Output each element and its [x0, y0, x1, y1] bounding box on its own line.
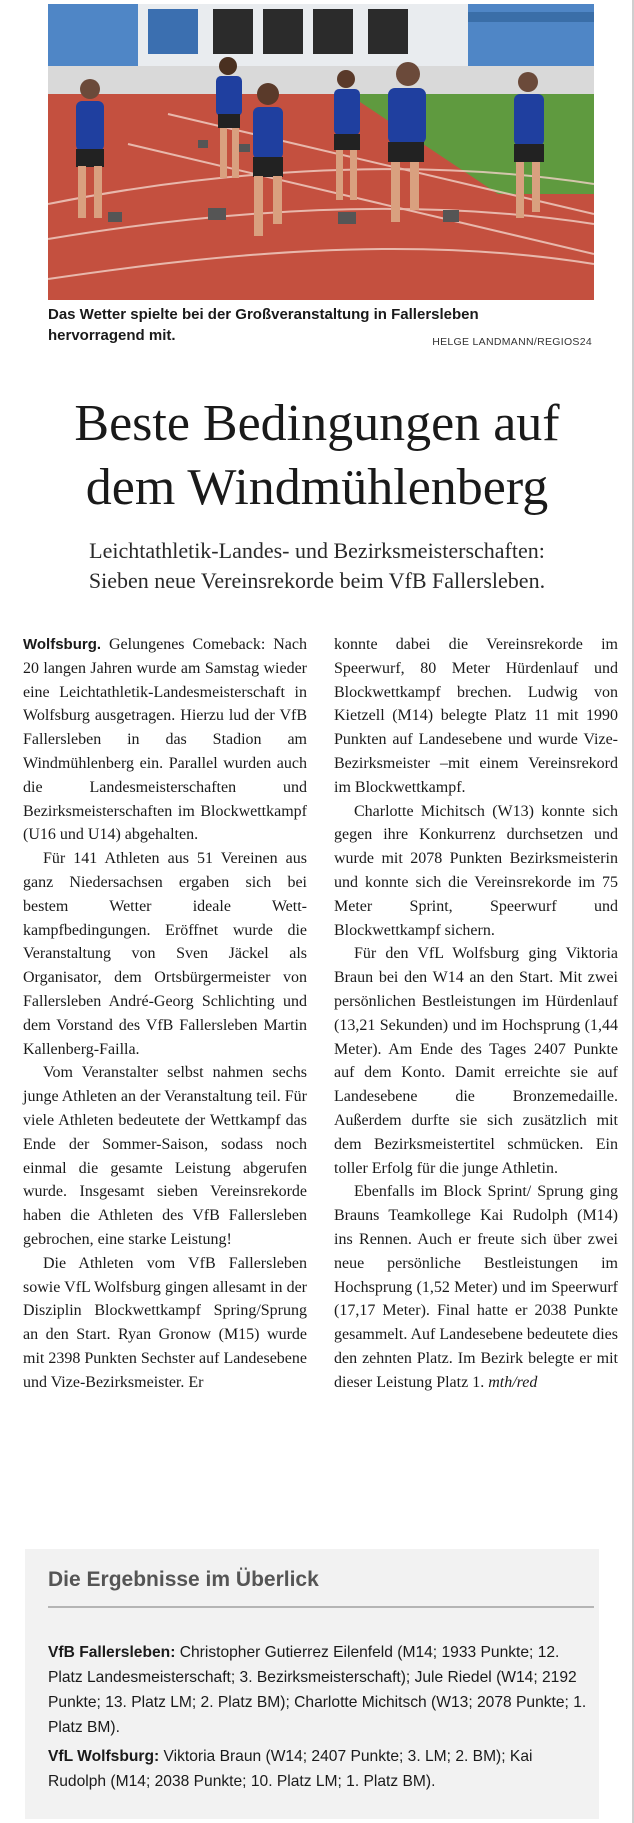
- author-signature: mth/red: [488, 1373, 538, 1391]
- headline: [10, 392, 624, 520]
- article-paragraph: [23, 633, 307, 847]
- result-club: VfB Fallersleben:: [48, 1644, 176, 1661]
- headline-line-1: Beste Bedingungen auf: [74, 395, 560, 452]
- subheadline: [10, 536, 624, 596]
- article-column-left: [23, 633, 307, 1395]
- article-photo: [48, 4, 594, 300]
- article-paragraph: [334, 1180, 618, 1394]
- article-column-right: [334, 633, 618, 1395]
- photo-credit: HELGE LANDMANN/REGIOS24: [432, 336, 592, 348]
- article-paragraph: Für 141 Athleten aus 51 Vereinen aus ganz Niedersachsen ergaben sich bei bestem Wetter ideale Wettkampfbedingungen. Eröffnet wurde die Veranstaltung von Sven Jäckel als Organisator, dem Ortsbürgermeister von Fallersleben André-Georg Schlichting und dem Vorstand des VfB Fallersleben Martin Kallenberg-Failla.: [23, 850, 307, 1058]
- article-paragraph: Vom Veranstalter selbst nahmen sechs junge Athleten an der Veranstaltung teil. Für viele Athleten bedeutete der Wettkampf das Ende der Sommer-Saison, sodass noch einmal die gesamte Leistung abgerufen wurde. Insgesamt sieben Vereinsrekorde haben die Athleten des VfB Fallersleben gebrochen, eine starke Leistung!: [23, 1064, 307, 1248]
- results-title: Die Ergebnisse im Überlick: [48, 1568, 319, 1591]
- paragraph-text: Gelungenes Comeback: Nach 20 langen Jahren wurde am Samstag wieder eine Leichtathletik-Landesmeisterschaft in Wolfsburg ausgetragen. Hierzu lud der VfB Fallersleben in das Stadion am Windmühlenberg ein. Parallel wurden auch die Landesmeisterschaften und Bezirksmeisterschaften im Blockwettkampf (U16 und U14) abgehalten.: [23, 636, 308, 844]
- article-paragraph: Die Athleten vom VfB Fallersleben sowie VfL Wolfsburg gingen allesamt in der Disziplin Blockwettkampf Spring/Sprung an den Start. Ryan Gronow (M15) wurde mit 2398 Punkten Sechster auf Landesebene und Vize-Bezirksmeister. Er: [23, 1254, 307, 1391]
- photo-illustration: [48, 4, 594, 300]
- result-entry: [48, 1744, 594, 1794]
- results-divider: [48, 1606, 594, 1608]
- article-paragraph: konnte dabei die Vereinsrekorde im Speerwurf, 80 Meter Hürdenlauf und Blockwettkampf brechen. Ludwig von Kietzell (M14) belegte Platz 11 mit 1990 Punkten auf Landesebene und wurde Vize-Bezirksmeister –mit einem Vereinsrekord im Blockwettkampf.: [334, 636, 618, 796]
- article-paragraph: Charlotte Michitsch (W13) konnte sich gegen ihre Konkurrenz durchsetzen und wurde mit 2078 Punkten Bezirksmeisterin und konnte sich die Vereinsrekorde im 75 Meter Sprint, Speerwurf und Blockwettkampf sichern.: [334, 802, 618, 939]
- article-paragraph: Für den VfL Wolfsburg ging Viktoria Braun bei den W14 an den Start. Mit zwei persönlichen Bestleistungen im Hürdenlauf (13,21 Sekunden) und im Hochsprung (1,44 Meter). Am Ende des Tages 2407 Punkte auf dem Konto. Damit erreichte sie auf Landesebene die Bronzemedaille. Außerdem durfte sie sich zusätzlich mit dem Bezirksmeistertitel schmücken. Ein toller Erfolg für die junge Athletin.: [334, 945, 618, 1177]
- result-entry: [48, 1640, 594, 1740]
- caption-line-1: Das Wetter spielte bei der Großveranstaltung in Fallersleben: [48, 306, 479, 323]
- headline-line-2: dem Windmühlenberg: [85, 459, 549, 516]
- subhead-line-2: Sieben neue Vereinsrekorde beim VfB Fallersleben.: [88, 568, 546, 593]
- subhead-line-1: Leichtathletik-Landes- und Bezirksmeisterschaften:: [89, 538, 545, 563]
- caption-line-2: hervorragend mit.: [48, 327, 176, 344]
- paragraph-text: Ebenfalls im Block Sprint/ Sprung ging Brauns Teamkollege Kai Rudolph (M14) ins Rennen. Auch er freute sich über zwei neue persönliche Bestleistungen im Hochsprung (1,52 Meter) und im Speerwurf (17,17 Meter). Final hatte er 2038 Punkte gesammelt. Auf Landesebene bedeutete dies den zehnten Platz. Im Bezirk belegte er mit dieser Leistung Platz 1.: [334, 1183, 618, 1391]
- result-text: Viktoria Braun (W14; 2407 Punkte; 3. LM; 2. BM); Kai Rudolph (M14; 2038 Punkte; 10. Platz LM; 1. Platz BM).: [48, 1748, 533, 1790]
- result-club: VfL Wolfsburg:: [48, 1748, 160, 1765]
- result-text: Christopher Gutierrez Eilenfeld (M14; 1933 Punkte; 12. Platz Landesmeisterschaft; 3. Bezirksmeisterschaft); Jule Riedel (W14; 2192 Punkte; 13. Platz LM; 2. Platz BM); Charlotte Michitsch (W13; 2078 Punkte; 1. Platz BM).: [48, 1644, 587, 1736]
- dateline: Wolfsburg.: [23, 636, 102, 653]
